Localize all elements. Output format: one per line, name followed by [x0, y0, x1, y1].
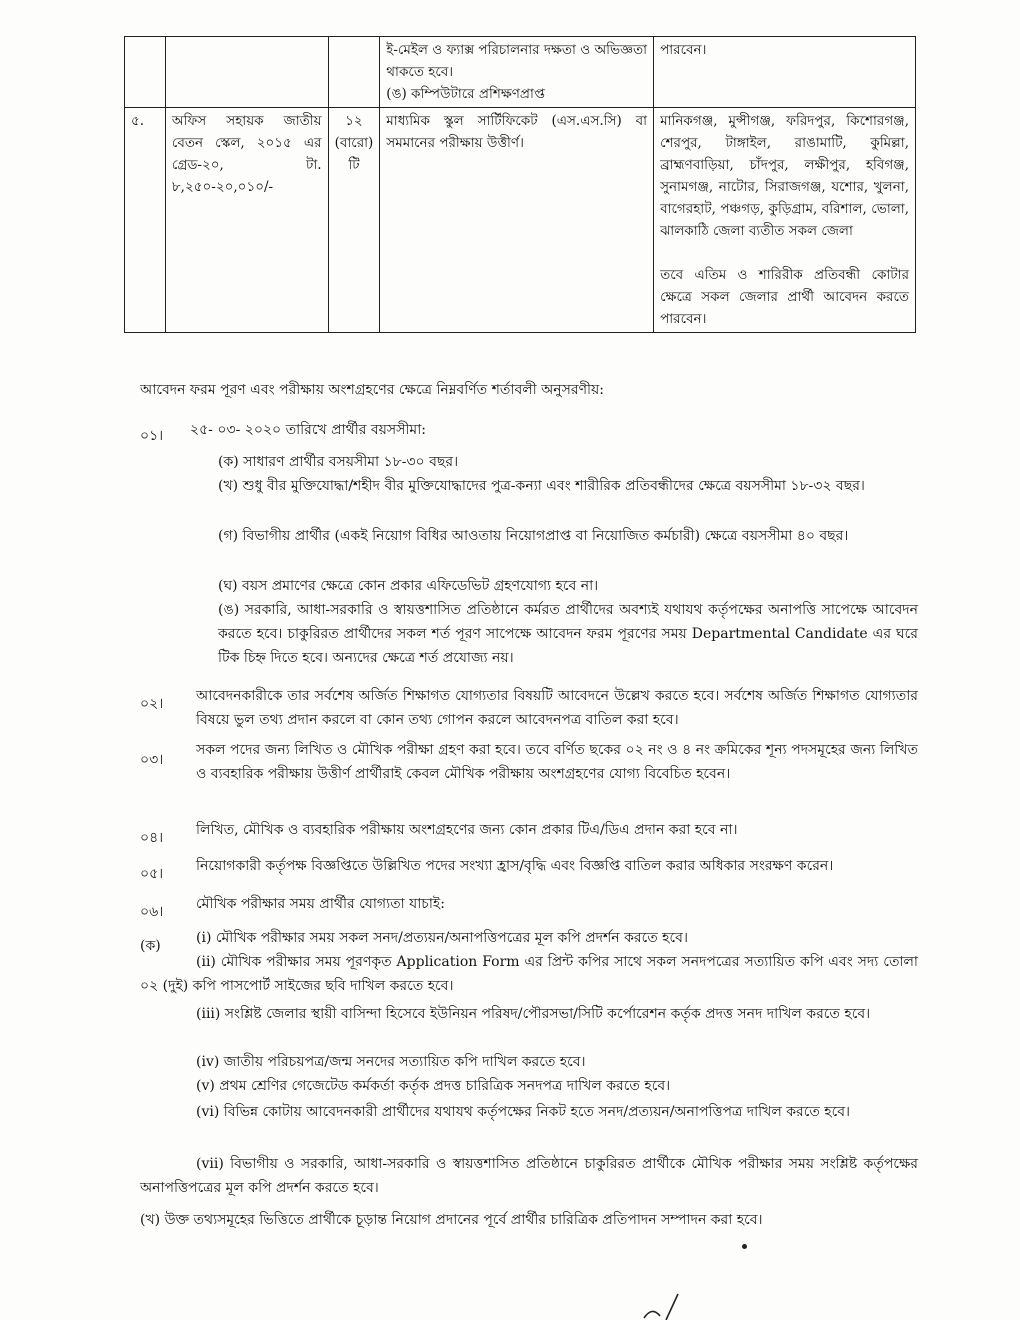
ink-dot [742, 1244, 747, 1249]
count-cell: ১২ (বারো) টি [328, 108, 380, 333]
posts-table [124, 36, 916, 333]
verification-item: (vi) বিভিন্ন কোটায় আবেদনকারী প্রার্থীদের যথাযথ কর্তৃপক্ষের নিকট হতে সনদ/প্রত্যয়ন/অনাপত্তিপত্র দাখিল করতে হবে। [196, 1104, 851, 1120]
qualification-line: (ঙ) কম্পিউটারে প্রশিক্ষণপ্রাপ্ত [386, 86, 546, 102]
verification-item: (ii) মৌখিক পরীক্ষার সময় পূরণকৃত Application Form এর প্রিন্ট কপির সাথে সকল সনদপত্রের সত্যায়িত কপি এবং সদ্য তোলা ০২ (দুই) কপি পাসপোর্ট সাইজের ছবি দাখিল করতে হবে। [140, 954, 918, 994]
verification-item: (iv) জাতীয় পরিচয়পত্র/জন্ম সনদের সত্যায়িত কপি দাখিল করতে হবে। [196, 1054, 586, 1070]
clause-heading: মৌখিক পরীক্ষার সময় প্রার্থীর যোগ্যতা যাচাই: [196, 896, 445, 912]
clause-number: ০১। [140, 428, 164, 444]
post-cell [165, 37, 328, 108]
age-item: (খ) শুধু বীর মুক্তিযোদ্ধা/শহীদ বীর মুক্তিযোদ্ধাদের পুত্র-কন্যা এবং শারীরিক প্রতিবন্ধীদের ক্ষেত্রে বয়সসীমা ১৮-৩২ বছর। [218, 478, 865, 494]
sub-clause-kha: (খ) উক্ত তথ্যসমূহের ভিত্তিতে প্রার্থীকে চূড়ান্ত নিয়োগ প্রদানের পূর্বে প্রার্থীর চারিত্রিক প্রতিপাদন সম্পাদন করা হবে। [140, 1212, 763, 1228]
quota-note: তবে এতিম ও শারিরীক প্রতিবন্ধী কোটার ক্ষেত্রে সকল জেলার প্রার্থী আবেদন করতে পারবেন। [660, 267, 909, 327]
serial-cell: ৫. [125, 108, 166, 333]
clause-text: নিয়োগকারী কর্তৃপক্ষ বিজ্ঞপ্তিতে উল্লিখিত পদের সংখ্যা হ্রাস/বৃদ্ধি এবং বিজ্ঞপ্তি বাতিল করার অধিকার সংরক্ষণ করেন। [196, 858, 834, 874]
sub-clause-label: (ক) [140, 938, 161, 954]
district-list: মানিকগঞ্জ, মুন্সীগঞ্জ, ফরিদপুর, কিশোরগঞ্জ, শেরপুর, টাঙ্গাইল, রাঙামাটি, কুমিল্লা, ব্রাহ্মণবাড়িয়া, চাঁদপুর, লক্ষীপুর, হবিগঞ্জ, সুনামগঞ্জ, নাটোর, সিরাজগঞ্জ, যশোর, খুলনা, বাগেরহাট, পঞ্চগড়, কুড়িগ্রাম, বরিশাল, ভোলা, ঝালকাঠি জেলা ব্যতীত সকল জেলা [660, 113, 909, 239]
qualification-cell [380, 37, 654, 108]
clause-number: ০৩। [140, 752, 164, 768]
signature-mark [640, 1292, 700, 1320]
clause-number: ০৬। [140, 904, 164, 920]
verification-item: (vii) বিভাগীয় ও সরকারি, আধা-সরকারি ও স্বায়ত্তশাসিত প্রতিষ্ঠানে চাকুরিরত প্রার্থীকে মৌখিক পরীক্ষার সময় সংশ্লিষ্ট কর্তৃপক্ষের অনাপত্তিপত্রের মূল কপি প্রদর্শন করতে হবে। [140, 1156, 918, 1196]
qualification-cell: মাধ্যমিক স্কুল সার্টিফিকেট (এস.এস.সি) বা সমমানের পরীক্ষায় উত্তীর্ণ। [380, 108, 654, 333]
clause-text: আবেদনকারীকে তার সর্বশেষ অর্জিত শিক্ষাগত যোগ্যতার বিষয়টি আবেদনে উল্লেখ করতে হবে। সর্বশেষ অর্জিত শিক্ষাগত যোগ্যতার বিষয়ে ভুল তথ্য প্রদান করলে বা কোন তথ্য গোপন করলে আবেদনপত্র বাতিল করা হবে। [196, 688, 918, 728]
table-row [125, 37, 916, 108]
age-item: (ঘ) বয়স প্রমাণের ক্ষেত্রে কোন প্রকার এফিডেভিট গ্রহণযোগ্য হবে না। [218, 578, 599, 594]
clause-text: সকল পদের জন্য লিখিত ও মৌখিক পরীক্ষা গ্রহণ করা হবে। তবে বর্ণিত ছকের ০২ নং ও ৪ নং ক্রমিকের শূন্য পদসমূহের জন্য লিখিত ও ব্যবহারিক পরীক্ষায় উত্তীর্ণ প্রার্থীরাই কেবল মৌখিক পরীক্ষায় অংশগ্রহণের যোগ্য বিবেচিত হবেন। [196, 742, 918, 782]
district-cell [654, 108, 916, 333]
clause-number: ০৪। [140, 830, 164, 846]
age-item: (ক) সাধারণ প্রার্থীর বসয়সীমা ১৮-৩০ বছর। [218, 454, 459, 470]
verification-item: (v) প্রথম শ্রেণির গেজেটেড কর্মকর্তা কর্তৃক প্রদত্ত চারিত্রিক সনদপত্র দাখিল করতে হবে। [196, 1078, 671, 1094]
count-cell [328, 37, 380, 108]
table-row [125, 108, 916, 333]
conditions-intro: আবেদন ফরম পূরণ এবং পরীক্ষায় অংশগ্রহণের ক্ষেত্রে নিম্নবর্ণিত শর্তাবলী অনুসরণীয়: [140, 382, 605, 398]
clause-text: লিখিত, মৌখিক ও ব্যবহারিক পরীক্ষায় অংশগ্রহণের জন্য কোন প্রকার টিএ/ডিএ প্রদান করা হবে না। [196, 822, 738, 838]
verification-item: (iii) সংশ্লিষ্ট জেলার স্থায়ী বাসিন্দা হিসেবে ইউনিয়ন পরিষদ/পৌরসভা/সিটি কর্পোরেশন কর্তৃক প্রদত্ত সনদ দাখিল করতে হবে। [196, 1006, 871, 1022]
clause-number: ০৫। [140, 866, 164, 882]
clause-number: ০২। [140, 696, 164, 712]
qualification-line: ই-মেইল ও ফ্যাক্স পরিচালনার দক্ষতা ও অভিজ্ঞতা থাকতে হবে। [386, 42, 648, 80]
clause-heading: ২৫- ০৩- ২০২০ তারিখে প্রার্থীর বয়সসীমা: [190, 422, 426, 438]
district-cell: পারবেন। [654, 37, 916, 108]
post-cell: অফিস সহায়ক জাতীয় বেতন স্কেল, ২০১৫ এর গ্রেড-২০, টা. ৮,২৫০-২০,০১০/- [165, 108, 328, 333]
verification-item: (i) মৌখিক পরীক্ষার সময় সকল সনদ/প্রত্যয়ন/অনাপত্তিপত্রের মূল কপি প্রদর্শন করতে হবে। [196, 930, 688, 946]
serial-cell [125, 37, 166, 108]
age-item: (ঙ) সরকারি, আধা-সরকারি ও স্বায়ত্তশাসিত প্রতিষ্ঠানে কর্মরত প্রার্থীদের অবশ্যই যথাযথ কর্তৃপক্ষের অনাপত্তি সাপেক্ষে আবেদন করতে হবে। চাকুরিরত প্রার্থীদের সকল শর্ত পূরণ সাপেক্ষে আবেদন ফরম পূরণের সময় Departmental Candidate এর ঘরে টিক চিহ্ন দিতে হবে। অন্যদের ক্ষেত্রে শর্ত প্রযোজ্য নয়। [218, 602, 918, 666]
age-item: (গ) বিভাগীয় প্রার্থীর (একই নিয়োগ বিধির আওতায় নিয়োগপ্রাপ্ত বা নিয়োজিত কর্মচারী) ক্ষেত্রে বয়সসীমা ৪০ বছর। [218, 528, 849, 544]
